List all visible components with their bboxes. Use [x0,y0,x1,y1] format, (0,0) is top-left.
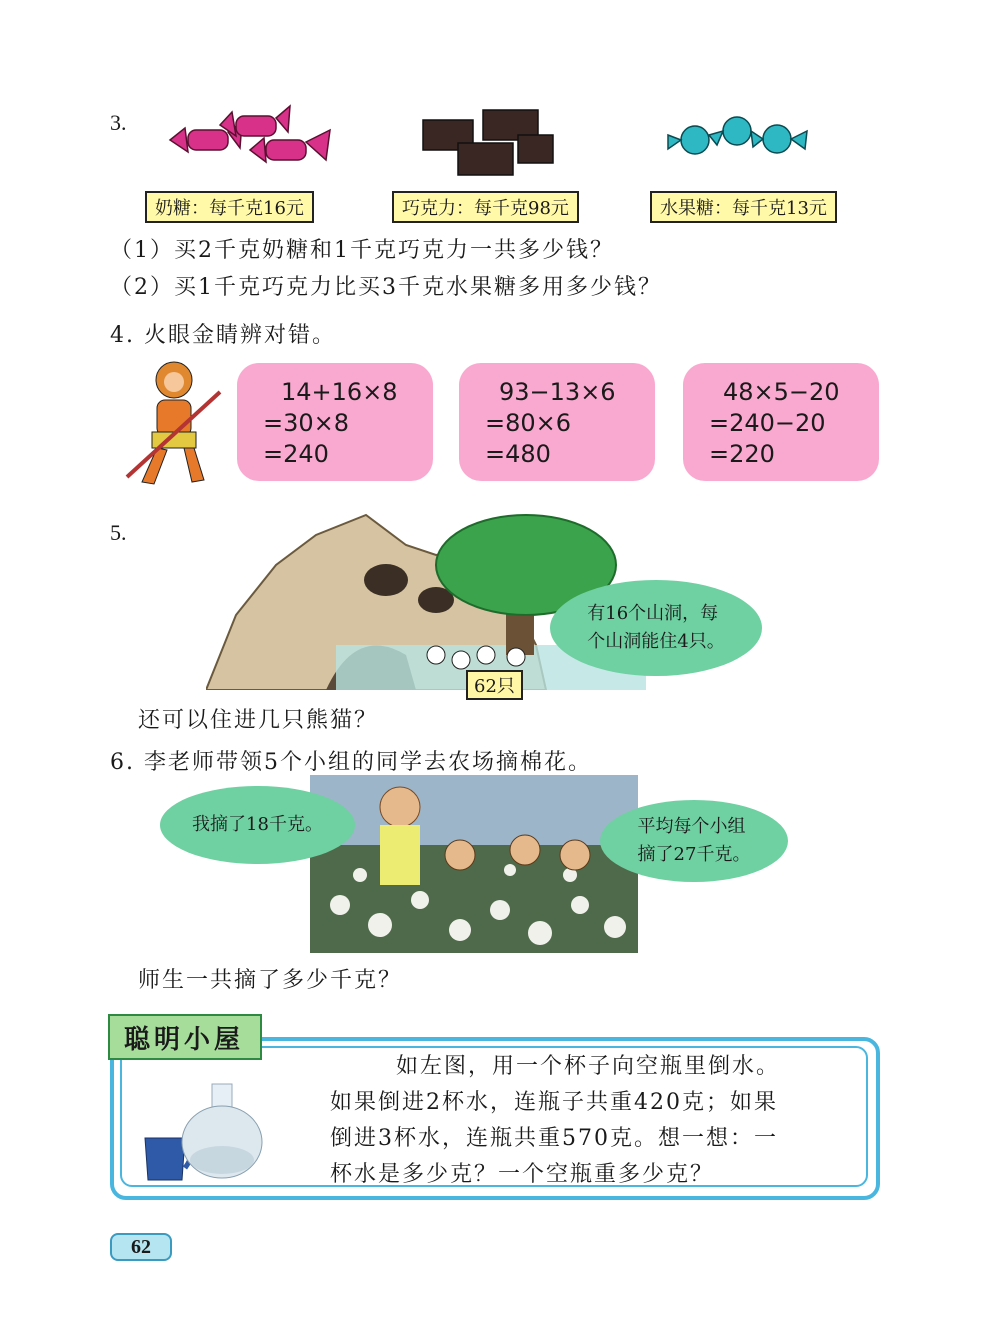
chocolate-image [418,105,558,180]
equation-card-3-line-1: 48×5−20 [723,378,840,406]
students-speech-bubble [600,800,788,882]
panda-count-sign: 62只 [466,670,523,700]
question-3-part-2: （2）买1千克巧克力比买3千克水果糖多用多少钱？ [110,275,662,300]
caves-info-bubble [550,580,762,676]
students-speech-line-1: 平均每个小组 [637,816,746,837]
fruit-candy-image [665,105,810,165]
question-3-part-1: （1）买2千克奶糖和1千克巧克力一共多少钱？ [110,238,614,263]
equation-card-2-line-3: =480 [485,440,551,468]
price-label-milk-candy: 奶糖：每千克16元 [145,191,314,223]
question-5-question: 还可以住进几只熊猫？ [138,708,379,733]
equation-card-1 [237,363,433,481]
price-label-fruit-candy: 水果糖：每千克13元 [650,191,837,223]
milk-candy-image [160,100,340,170]
teacher-speech-bubble [160,786,355,864]
equation-card-3-line-2: =240−20 [709,409,826,437]
equation-card-2-line-2: =80×6 [485,409,572,437]
equation-card-2 [459,363,655,481]
question-6-title: 6. 李老师带领5个小组的同学去农场摘棉花。 [110,750,592,775]
puzzle-line-3: 倒进3杯水，连瓶共重570克。想一想：一 [330,1126,778,1151]
equation-card-3-line-3: =220 [709,440,775,468]
question-5-number: 5. [110,520,127,545]
puzzle-line-1: 如左图，用一个杯子向空瓶里倒水。 [396,1054,781,1079]
caves-info-line-2: 个山洞能住4只。 [587,631,725,652]
teacher-speech-text: 我摘了18千克。 [192,814,323,835]
equation-card-2-line-1: 93−13×6 [499,378,616,406]
cup-and-bottle-image [140,1080,280,1185]
students-speech-line-2: 摘了27千克。 [637,844,751,865]
question-3-number: 3. [110,110,127,135]
puzzle-line-4: 杯水是多少克？一个空瓶重多少克？ [330,1162,715,1187]
equation-card-3 [683,363,879,481]
question-6-question: 师生一共摘了多少千克？ [138,968,403,993]
equation-card-1-line-2: =30×8 [263,409,350,437]
puzzle-title-tag: 聪明小屋 [108,1014,262,1060]
cotton-field-photo [310,775,638,953]
monkey-king-image [112,352,227,492]
caves-info-line-1: 有16个山洞，每 [587,603,719,624]
equation-card-1-line-1: 14+16×8 [281,378,398,406]
page-number: 62 [110,1233,172,1261]
equation-card-1-line-3: =240 [263,440,329,468]
puzzle-line-2: 如果倒进2杯水，连瓶子共重420克；如果 [330,1090,778,1115]
price-label-chocolate: 巧克力：每千克98元 [392,191,579,223]
question-4-title: 4. 火眼金睛辨对错。 [110,323,336,348]
